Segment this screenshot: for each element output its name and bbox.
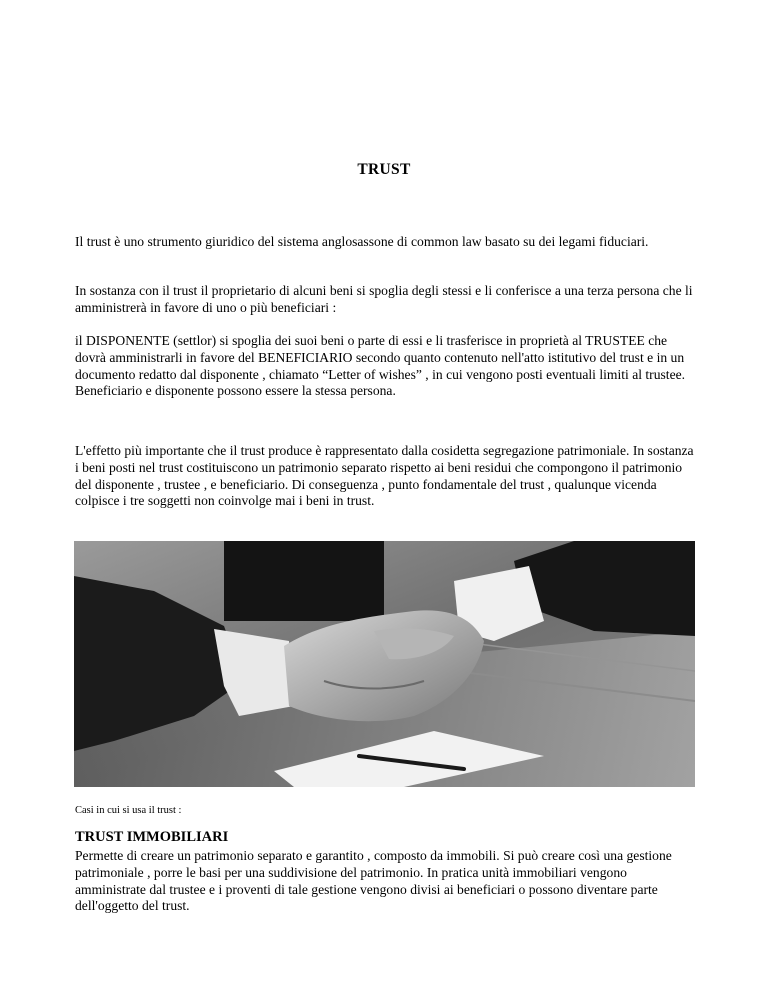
paragraph-segregation: L'effetto più importante che il trust produce è rappresentato dalla cosidetta segregazione patrimoniale. In sostanza i beni posti nel trust costituiscono un patrimonio separato rispetto ai beni residui che compongono il patrimonio del disponente , trustee , e beneficiario. Di conseguenza , punto fondamentale del trust , qualunque vicenda colpisce i tre soggetti non coinvolge mai i beni in trust.: [75, 443, 694, 509]
document-title: TRUST: [357, 161, 411, 178]
paragraph-intro: Il trust è uno strumento giuridico del sistema anglosassone di common law basato su dei legami fiduciari.: [75, 234, 649, 249]
section-heading: TRUST IMMOBILIARI: [75, 829, 229, 845]
section-paragraph: Permette di creare un patrimonio separato e garantito , composto da immobili. Si può creare così una gestione patrimoniale , porre le basi per una suddivisione del patrimonio. In pratica unità immobiliari vengono amministrate dal trustee e i proventi di tale gestione vengono divisi ai beneficiari o possono diventare parte dell'oggetto del trust.: [75, 848, 672, 914]
photo-caption: Casi in cui si usa il trust :: [75, 805, 182, 816]
paragraph-settlor: il DISPONENTE (settlor) si spoglia dei suoi beni o parte di essi e li trasferisce in proprietà al TRUSTEE che dovrà amministrarli in favore del BENEFICIARIO secondo quanto contenuto nell'atto istitutivo del trust e in un documento redatto dal disponente , chiamato “Letter of wishes” , in cui vengono posti eventuali limiti al trustee. Beneficiario e disponente possono essere la stessa persona.: [75, 333, 686, 399]
paragraph-substance: In sostanza con il trust il proprietario di alcuni beni si spoglia degli stessi e li conferisce a una terza persona che li amministrerà in favore di uno o più beneficiari :: [75, 283, 693, 315]
handshake-photo: [74, 541, 695, 787]
